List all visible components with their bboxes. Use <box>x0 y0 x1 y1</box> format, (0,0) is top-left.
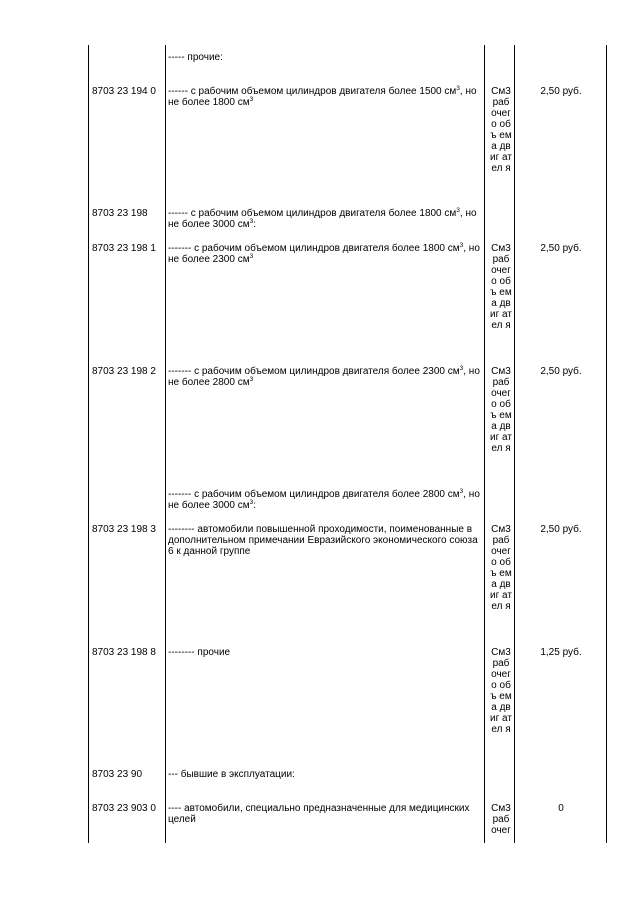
row-code: 8703 23 90 <box>92 769 143 780</box>
row-description: ------- с рабочим объемом цилиндров двигателя более 1800 $см^3$, но не более 2300 $см^3$ <box>168 242 480 265</box>
row-code: 8703 23 198 8 <box>92 647 156 658</box>
superscript: 3 <box>249 253 254 260</box>
row-rate: 1,25 руб. <box>540 647 582 658</box>
row-description: ------- с рабочим объемом цилиндров двигателя более 2800 $см^3$, но не более 3000 $см^3$: <box>168 488 480 511</box>
row-unit: См3 раб очег о объ ема двиг ател я <box>490 86 512 174</box>
row-description: ------- с рабочим объемом цилиндров двигателя более 2300 $см^3$, но не более 2800 $см^3$ <box>168 365 480 388</box>
table-border-left <box>88 45 89 843</box>
superscript: 3 <box>249 218 254 225</box>
row-code: 8703 23 198 3 <box>92 524 156 535</box>
row-description: ------ с рабочим объемом цилиндров двигателя более 1500 $см^3$, но не более 1800 $см^3$ <box>168 85 477 108</box>
superscript: 3 <box>459 242 464 249</box>
row-rate: 2,50 руб. <box>540 524 582 535</box>
row-code: 8703 23 198 1 <box>92 243 156 254</box>
row-description: -------- автомобили повышенной проходимости, поименованные в дополнительном примечании Евразийского экономического союза 6 к данной группе <box>168 524 478 557</box>
superscript: 3 <box>456 85 460 92</box>
row-unit: См3 раб очег о объ ема двиг ател я <box>490 366 512 454</box>
row-rate: 2,50 руб. <box>540 243 582 254</box>
superscript: 3 <box>456 207 460 214</box>
row-unit: См3 раб очег <box>491 803 511 836</box>
table-border-right <box>606 45 607 843</box>
row-unit: См3 раб очег о объ ема двиг ател я <box>490 243 512 331</box>
superscript: 3 <box>459 488 464 495</box>
row-code: 8703 23 198 2 <box>92 366 156 377</box>
table-border-unit-rate <box>514 45 515 843</box>
row-rate: 0 <box>558 803 564 814</box>
row-code: 8703 23 903 0 <box>92 803 156 814</box>
row-rate: 2,50 руб. <box>540 366 582 377</box>
superscript: 3 <box>459 365 464 372</box>
superscript: 3 <box>249 499 254 506</box>
row-unit: См3 раб очег о объ ема двиг ател я <box>490 647 512 735</box>
row-rate: 2,50 руб. <box>540 86 582 97</box>
row-description: --- бывшие в эксплуатации: <box>168 769 295 780</box>
row-code: 8703 23 194 0 <box>92 86 156 97</box>
row-description: ----- прочие: <box>168 52 223 63</box>
table-border-desc-unit <box>484 45 485 843</box>
row-description: ------ с рабочим объемом цилиндров двигателя более 1800 $см^3$, но не более 3000 $см^3$: <box>168 207 477 230</box>
table-border-code-desc <box>165 45 166 843</box>
row-code: 8703 23 198 <box>92 208 148 219</box>
row-description: ---- автомобили, специально предназначенные для медицинских целей <box>168 803 470 825</box>
row-unit: См3 раб очег о объ ема двиг ател я <box>490 524 512 612</box>
row-description: -------- прочие <box>168 647 231 658</box>
superscript: 3 <box>249 376 254 383</box>
superscript: 3 <box>249 96 254 103</box>
